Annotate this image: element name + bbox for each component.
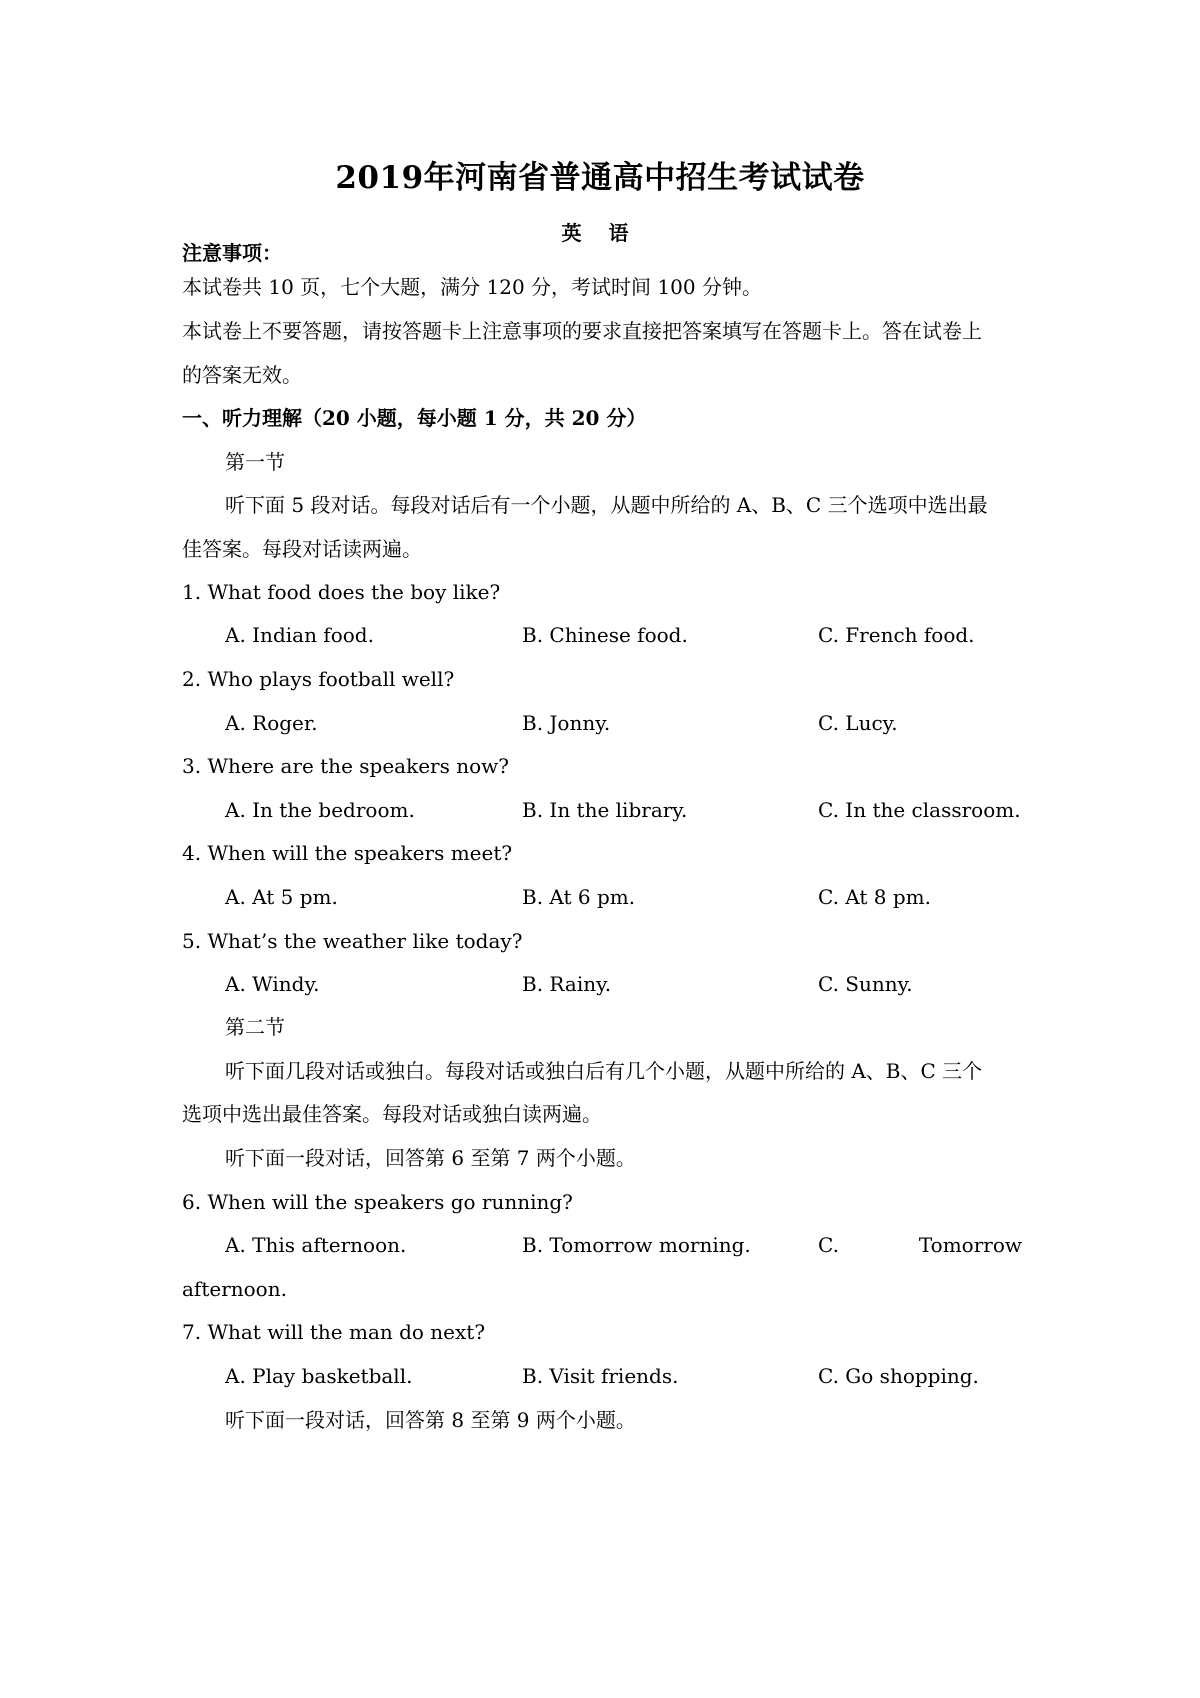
option-a: A. Roger. (225, 711, 318, 735)
option-c (818, 1232, 1022, 1258)
exam-title: 2019年河南省普通高中招生考试试卷 (335, 160, 865, 196)
part-1-instruction-b: 佳答案。每段对话读两遍。 (182, 537, 422, 561)
option-b: B. Visit friends. (522, 1364, 679, 1388)
option-c: C. French food. (818, 623, 975, 647)
option-a: A. Play basketball. (225, 1364, 413, 1388)
part-2-instruction-a: 听下面几段对话或独白。每段对话或独白后有几个小题，从题中所给的 A、B、C 三个 (225, 1059, 983, 1083)
option-c: C. Go shopping. (818, 1364, 979, 1388)
option-b: B. Jonny. (522, 711, 611, 735)
option-c: C. At 8 pm. (818, 885, 931, 909)
option-c-text: Tomorrow (918, 1233, 1022, 1257)
dialog-instruction: 听下面一段对话，回答第 8 至第 9 两个小题。 (225, 1408, 636, 1432)
option-c: C. Sunny. (818, 972, 913, 996)
option-a: A. In the bedroom. (225, 798, 415, 822)
dialog-instruction: 听下面一段对话，回答第 6 至第 7 两个小题。 (225, 1146, 636, 1170)
notes-heading: 注意事项： (182, 241, 282, 265)
question-stem: 5. What’s the weather like today? (182, 929, 523, 953)
option-b: B. In the library. (522, 798, 688, 822)
option-c: C. Lucy. (818, 711, 898, 735)
option-b: B. Rainy. (522, 972, 612, 996)
question-stem: 2. Who plays football well? (182, 667, 455, 691)
option-b: B. Tomorrow morning. (522, 1233, 751, 1257)
question-stem: 1. What food does the boy like? (182, 580, 501, 604)
part-1-label: 第一节 (225, 450, 285, 474)
notes-line-2a: 本试卷上不要答题，请按答题卡上注意事项的要求直接把答案填写在答题卡上。答在试卷上 (182, 319, 982, 343)
question-stem: 4. When will the speakers meet? (182, 841, 513, 865)
option-a: A. At 5 pm. (225, 885, 338, 909)
option-b: B. At 6 pm. (522, 885, 636, 909)
subject-label: 英 语 (561, 221, 639, 245)
question-stem: 6. When will the speakers go running? (182, 1190, 573, 1214)
part-2-instruction-b: 选项中选出最佳答案。每段对话或独白读两遍。 (182, 1102, 602, 1126)
option-c: C. In the classroom. (818, 798, 1021, 822)
option-a: A. Windy. (225, 972, 320, 996)
option-c-label: C. (818, 1233, 839, 1257)
option-a: A. This afternoon. (225, 1233, 407, 1257)
notes-line-2b: 的答案无效。 (182, 363, 302, 387)
section-heading: 一、听力理解（20 小题，每小题 1 分，共 20 分） (182, 406, 647, 430)
part-1-instruction-a: 听下面 5 段对话。每段对话后有一个小题，从题中所给的 A、B、C 三个选项中选出最 (225, 493, 988, 517)
option-a: A. Indian food. (225, 623, 374, 647)
question-stem: 7. What will the man do next? (182, 1320, 486, 1344)
notes-line-1: 本试卷共 10 页，七个大题，满分 120 分，考试时间 100 分钟。 (182, 275, 762, 299)
option-b: B. Chinese food. (522, 623, 688, 647)
part-2-label: 第二节 (225, 1015, 285, 1039)
question-stem: 3. Where are the speakers now? (182, 754, 509, 778)
option-c-continuation: afternoon. (182, 1277, 287, 1301)
